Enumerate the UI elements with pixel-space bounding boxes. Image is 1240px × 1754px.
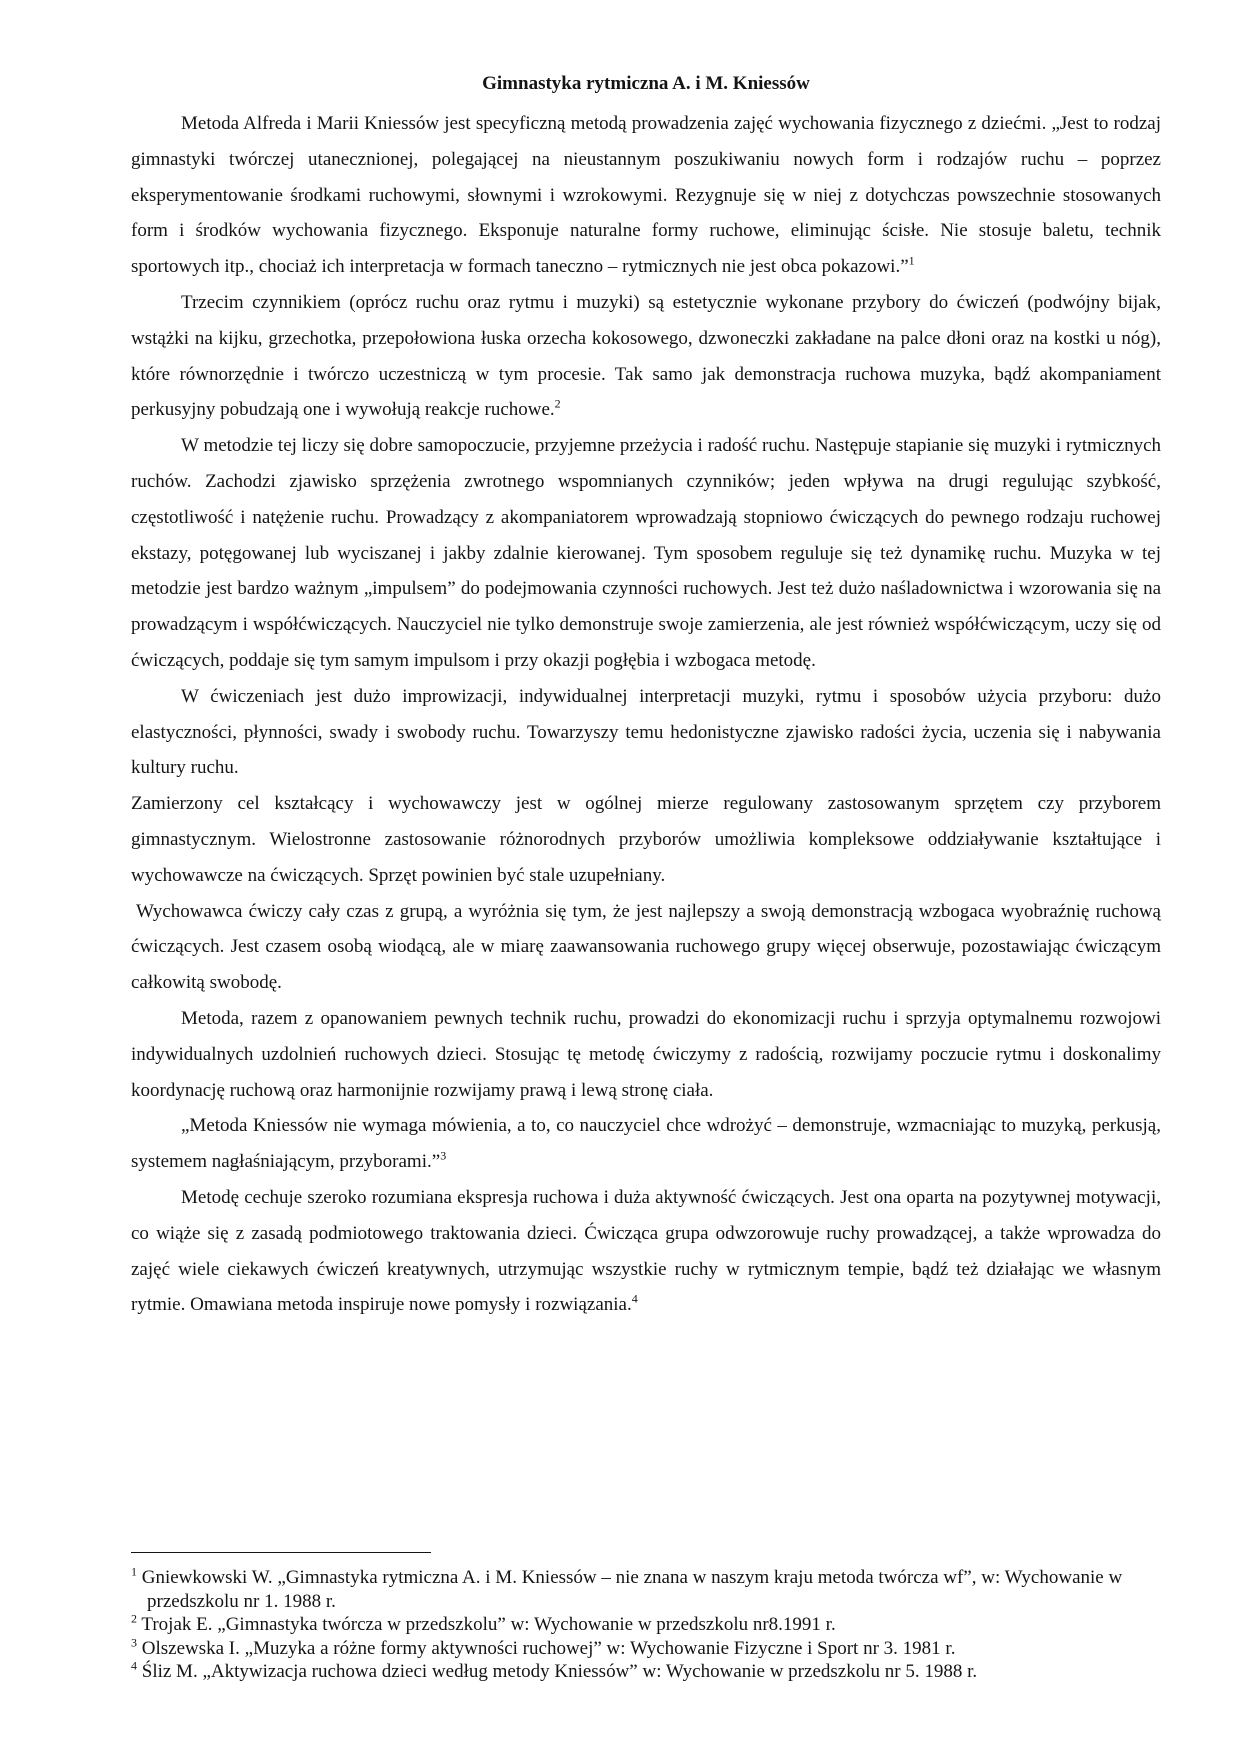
paragraph-text: Metoda, razem z opanowaniem pewnych technik ruchu, prowadzi do ekonomizacji ruchu i sprzyja optymalnemu rozwojowi indywidualnych uzdolnień ruchowych dzieci. Stosując tę metodę ćwiczymy z radością, rozwijamy poczucie rytmu i doskonalimy koordynację ruchową oraz harmonijnie rozwijamy prawą i lewą stronę ciała. <box>131 1007 1161 1101</box>
footnotes <box>131 1566 1161 1684</box>
footnote-text: Trojak E. „Gimnastyka twórcza w przedszkolu” w: Wychowanie w przedszkolu nr8.1991 r. <box>141 1614 836 1635</box>
footnote-separator <box>131 1552 431 1553</box>
paragraph-3 <box>131 428 1161 679</box>
paragraph-6 <box>131 894 1161 1001</box>
footnote-text: Gniewkowski W. „Gimnastyka rytmiczna A. i M. Kniessów – nie znana w naszym kraju metoda twórcza wf”, w: Wychowanie w przedszkolu nr 1. 1988 r. <box>141 1567 1123 1612</box>
footnote-ref-2: 2 <box>554 397 561 412</box>
footnote-number: 4 <box>131 1658 137 1673</box>
document-body <box>131 106 1161 1323</box>
footnote-text: Olszewska I. „Muzyka a różne formy aktywności ruchowej” w: Wychowanie Fizyczne i Sport nr 3. 1981 r. <box>141 1637 956 1659</box>
paragraph-8 <box>131 1108 1161 1180</box>
paragraph-text: Metodę cechuje szeroko rozumiana ekspresja ruchowa i duża aktywność ćwiczących. Jest ona oparta na pozytywnej motywacji, co wiąże się z zasadą podmiotowego traktowania dzieci. Ćwicząca grupa odwzorowuje ruchy prowadzącej, a także wprowadza do zajęć wiele ciekawych ćwiczeń kreatywnych, utrzymując wszystkie ruchy w rytmicznym tempie, bądź też działając we własnym rytmie. Omawiana metoda inspiruje nowe pomysły i rozwiązania. <box>131 1186 1161 1316</box>
paragraph-2 <box>131 285 1161 428</box>
paragraph-text: Wychowawca ćwiczy cały czas z grupą, a wyróżnia się tym, że jest najlepszy a swoją demonstracją wzbogaca wyobraźnię ruchową ćwiczących. Jest czasem osobą wiodącą, ale w miarę zaawansowania ruchowego grupy więcej obserwuje, pozostawiając ćwiczącym całkowitą swobodę. <box>131 900 1161 994</box>
footnote-ref-3: 3 <box>440 1148 447 1163</box>
footnote-ref-1: 1 <box>908 253 915 268</box>
paragraph-text: Trzecim czynnikiem (oprócz ruchu oraz rytmu i muzyki) są estetycznie wykonane przybory do ćwiczeń (podwójny bijak, wstążki na kijku, grzechotka, przepołowiona łuska orzecha kokosowego, dzwoneczki zakładane na palce dłoni oraz na kostki u nóg), które równorzędnie i twórczo uczestniczą w tym procesie. Tak samo jak demonstracja ruchowa muzyka, bądź akompaniament perkusyjny pobudzają one i wywołują reakcje ruchowe. <box>131 291 1161 421</box>
footnote-ref-4: 4 <box>631 1291 638 1306</box>
paragraph-text: Metoda Alfreda i Marii Kniessów jest specyficzną metodą prowadzenia zajęć wychowania fizycznego z dziećmi. „Jest to rodzaj gimnastyki twórczej utanecznionej, polegającej na nieustannym poszukiwaniu nowych form i rodzajów ruchu – poprzez eksperymentowanie środkami ruchowymi, słownymi i wzrokowymi. Rezygnuje się w niej z dotychczas powszechnie stosowanych form i środków wychowania fizycznego. Eksponuje naturalne formy ruchowe, eliminując ścisłe. Nie stosuje baletu, technik sportowych itp., chociaż ich interpretacja w formach taneczno – rytmicznych nie jest obca pokazowi.” <box>131 113 1161 278</box>
footnote-4 <box>131 1660 1161 1684</box>
footnote-number: 3 <box>131 1635 137 1650</box>
paragraph-text: „Metoda Kniessów nie wymaga mówienia, a to, co nauczyciel chce wdrożyć – demonstruje, wzmacniając to muzyką, perkusją, systemem nagłaśniającym, przyborami.” <box>131 1115 1161 1173</box>
footnote-number: 1 <box>131 1564 137 1579</box>
document-title: Gimnastyka rytmiczna A. i M. Kniessów <box>482 73 810 94</box>
paragraph-5 <box>131 786 1161 893</box>
footnote-2 <box>131 1613 1161 1637</box>
paragraph-text: W ćwiczeniach jest dużo improwizacji, indywidualnej interpretacji muzyki, rytmu i sposobów użycia przyboru: dużo elastyczności, płynności, swady i swobody ruchu. Towarzyszy temu hedonistyczne zjawisko radości życia, uczenia się i nabywania kultury ruchu. <box>131 685 1161 779</box>
paragraph-9 <box>131 1180 1161 1323</box>
paragraph-text: W metodzie tej liczy się dobre samopoczucie, przyjemne przeżycia i radość ruchu. Następuje stapianie się muzyki i rytmicznych ruchów. Zachodzi zjawisko sprzężenia zwrotnego wspomnianych czynników; jeden wpływa na drugi regulując szybkość, częstotliwość i natężenie ruchu. Prowadzący z akompaniatorem wprowadzają stopniowo ćwiczących do pewnego rodzaju ruchowej ekstazy, potęgowanej lub wyciszanej i jakby zdalnie kierowanej. Tym sposobem reguluje się też dynamikę ruchu. Muzyka w tej metodzie jest bardzo ważnym „impulsem” do podejmowania czynności ruchowych. Jest też dużo naśladownictwa i wzorowania się na prowadzącym i współćwiczących. Nauczyciel nie tylko demonstruje swoje zamierzenia, ale jest również współćwiczącym, uczy się od ćwiczących, poddaje się tym samym impulsom i przy okazji pogłębia i wzbogaca metodę. <box>131 435 1161 671</box>
paragraph-7 <box>131 1001 1161 1108</box>
footnote-3 <box>131 1637 1161 1661</box>
footnote-number: 2 <box>131 1611 137 1626</box>
paragraph-text: Zamierzony cel kształcący i wychowawczy jest w ogólnej mierze regulowany zastosowanym sprzętem czy przyborem gimnastycznym. Wielostronne zastosowanie różnorodnych przyborów umożliwia kompleksowe oddziaływanie kształtujące i wychowawcze na ćwiczących. Sprzęt powinien być stale uzupełniany. <box>131 793 1161 886</box>
footnote-1 <box>131 1566 1161 1613</box>
paragraph-4 <box>131 679 1161 786</box>
paragraph-1 <box>131 106 1161 285</box>
footnote-text: Śliz M. „Aktywizacja ruchowa dzieci według metody Kniessów” w: Wychowanie w przedszkolu nr 5. 1988 r. <box>141 1661 978 1682</box>
